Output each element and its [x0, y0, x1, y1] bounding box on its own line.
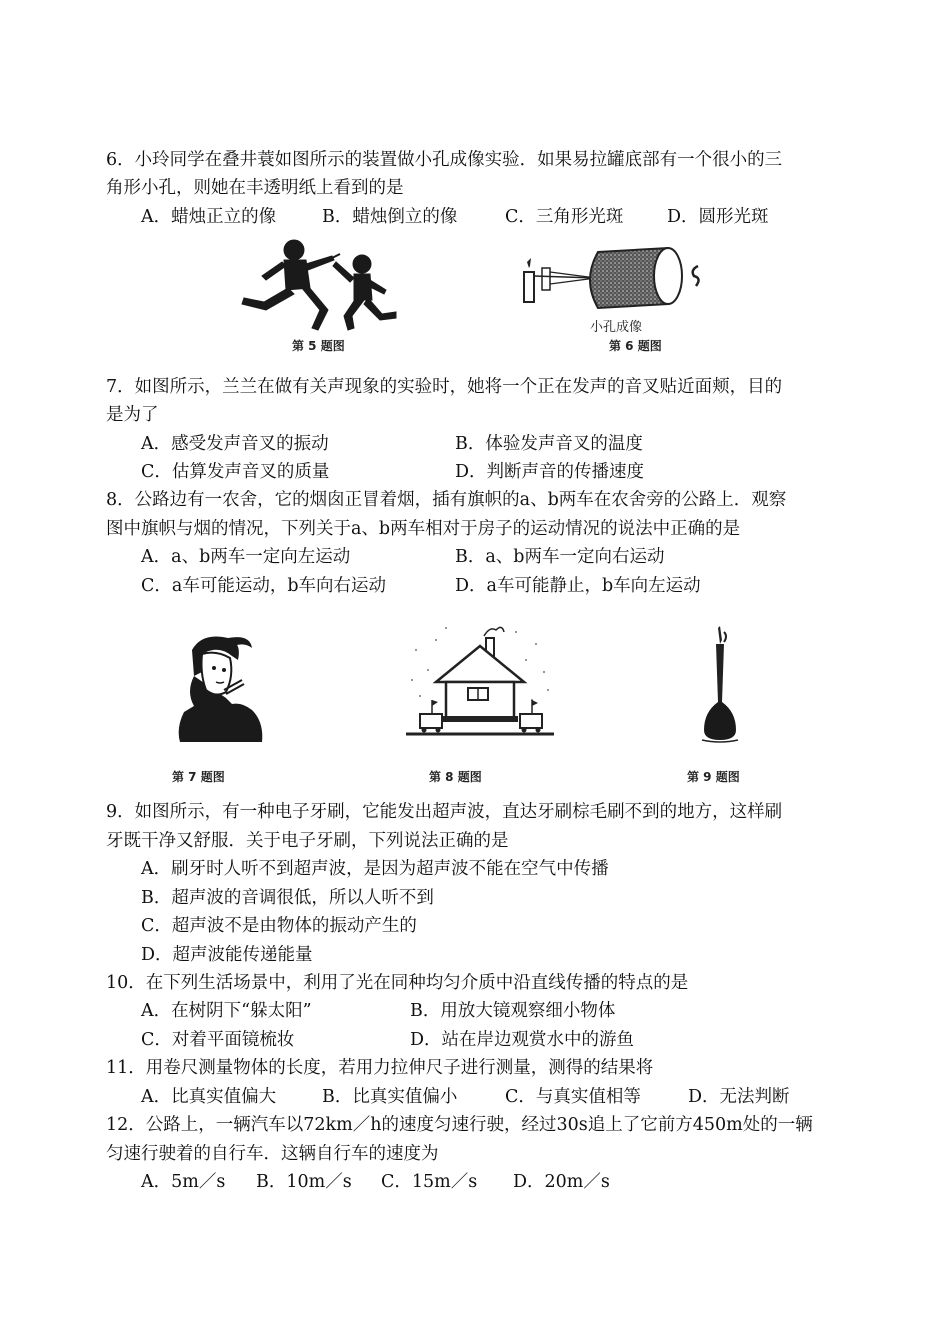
q10-stem: 10．在下列生活场景中，利用了光在同种均匀介质中沿直线传播的特点的是	[106, 973, 689, 993]
q10-option-b: B．用放大镜观察细小物体	[410, 1001, 616, 1021]
fig5-caption: 第 5 题图	[292, 339, 345, 353]
q6-option-d: D．圆形光斑	[667, 207, 769, 227]
q11-stem: 11．用卷尺测量物体的长度，若用力拉伸尺子进行测量，测得的结果将	[106, 1058, 654, 1078]
q7-option-a: A．感受发声音叉的振动	[141, 434, 329, 454]
q6-stem-line1: 6．小玲同学在叠井蓑如图所示的装置做小孔成像实验．如果易拉罐底部有一个很小的三	[106, 150, 783, 170]
girl-tuning-fork-illustration	[172, 632, 268, 744]
fig6-caption: 第 6 题图	[609, 339, 662, 353]
q10-option-d: D．站在岸边观赏水中的游鱼	[410, 1030, 635, 1050]
fig8-caption: 第 8 题图	[429, 770, 482, 784]
q12-stem-line1: 12．公路上，一辆汽车以72km／h的速度匀速行驶，经过30s追上了它前方450m处的一辆	[106, 1115, 813, 1135]
q12-option-b: B．10m／s	[256, 1172, 352, 1192]
q7-option-b: B．体验发声音叉的温度	[455, 434, 643, 454]
q11-option-c: C．与真实值相等	[505, 1087, 641, 1107]
q7-stem-line2: 是为了	[106, 405, 159, 425]
q9-stem-line2: 牙既干净又舒服．关于电子牙刷，下列说法正确的是	[106, 831, 509, 851]
q8-option-c: C．a车可能运动，b车向右运动	[141, 576, 387, 596]
q10-option-a: A．在树阴下“躲太阳”	[141, 1001, 312, 1021]
q8-stem-line2: 图中旗帜与烟的情况，下列关于a、b两车相对于房子的运动情况的说法中正确的是	[106, 519, 741, 539]
q6-stem-line2: 角形小孔，则她在丰透明纸上看到的是	[106, 178, 404, 198]
q12-stem-line2: 匀速行驶着的自行车．这辆自行车的速度为	[106, 1144, 439, 1164]
q7-option-d: D．判断声音的传播速度	[455, 462, 645, 482]
q8-stem-line1: 8．公路边有一农舍，它的烟囱正冒着烟，插有旗帜的a、b两车在农舍旁的公路上．观察	[106, 490, 787, 510]
fig6-label: 小孔成像	[590, 320, 643, 335]
q9-stem-line1: 9．如图所示，有一种电子牙刷，它能发出超声波，直达牙刷棕毛刷不到的地方，这样刷	[106, 802, 783, 822]
q6-option-b: B．蜡烛倒立的像	[322, 207, 458, 227]
running-figures-illustration	[236, 236, 416, 332]
q8-option-b: B．a、b两车一定向右运动	[455, 547, 665, 567]
q6-option-c: C．三角形光斑	[505, 207, 624, 227]
q12-option-c: C．15m／s	[381, 1172, 478, 1192]
q11-option-a: A．比真实值偏大	[141, 1087, 277, 1107]
q7-option-c: C．估算发声音叉的质量	[141, 462, 330, 482]
fig9-caption: 第 9 题图	[687, 770, 740, 784]
q11-option-b: B．比真实值偏小	[322, 1087, 458, 1107]
q9-option-a: A．刷牙时人听不到超声波，是因为超声波不能在空气中传播	[141, 859, 609, 879]
q9-option-d: D．超声波能传递能量	[141, 945, 313, 965]
q6-option-a: A．蜡烛正立的像	[141, 207, 277, 227]
q11-option-d: D．无法判断	[688, 1087, 790, 1107]
q12-option-d: D．20m／s	[513, 1172, 610, 1192]
q9-option-c: C．超声波不是由物体的振动产生的	[141, 916, 417, 936]
q10-option-c: C．对着平面镜梳妆	[141, 1030, 295, 1050]
pinhole-camera-illustration	[518, 238, 714, 318]
q8-option-d: D．a车可能静止，b车向左运动	[455, 576, 701, 596]
q8-option-a: A．a、b两车一定向左运动	[141, 547, 351, 567]
electric-toothbrush-illustration	[690, 622, 750, 748]
q9-option-b: B．超声波的音调很低，所以人听不到	[141, 888, 434, 908]
farmhouse-cars-illustration	[406, 620, 554, 744]
q7-stem-line1: 7．如图所示，兰兰在做有关声现象的实验时，她将一个正在发声的音叉贴近面颊，目的	[106, 377, 783, 397]
q12-option-a: A．5m／s	[141, 1172, 226, 1192]
fig7-caption: 第 7 题图	[172, 770, 225, 784]
